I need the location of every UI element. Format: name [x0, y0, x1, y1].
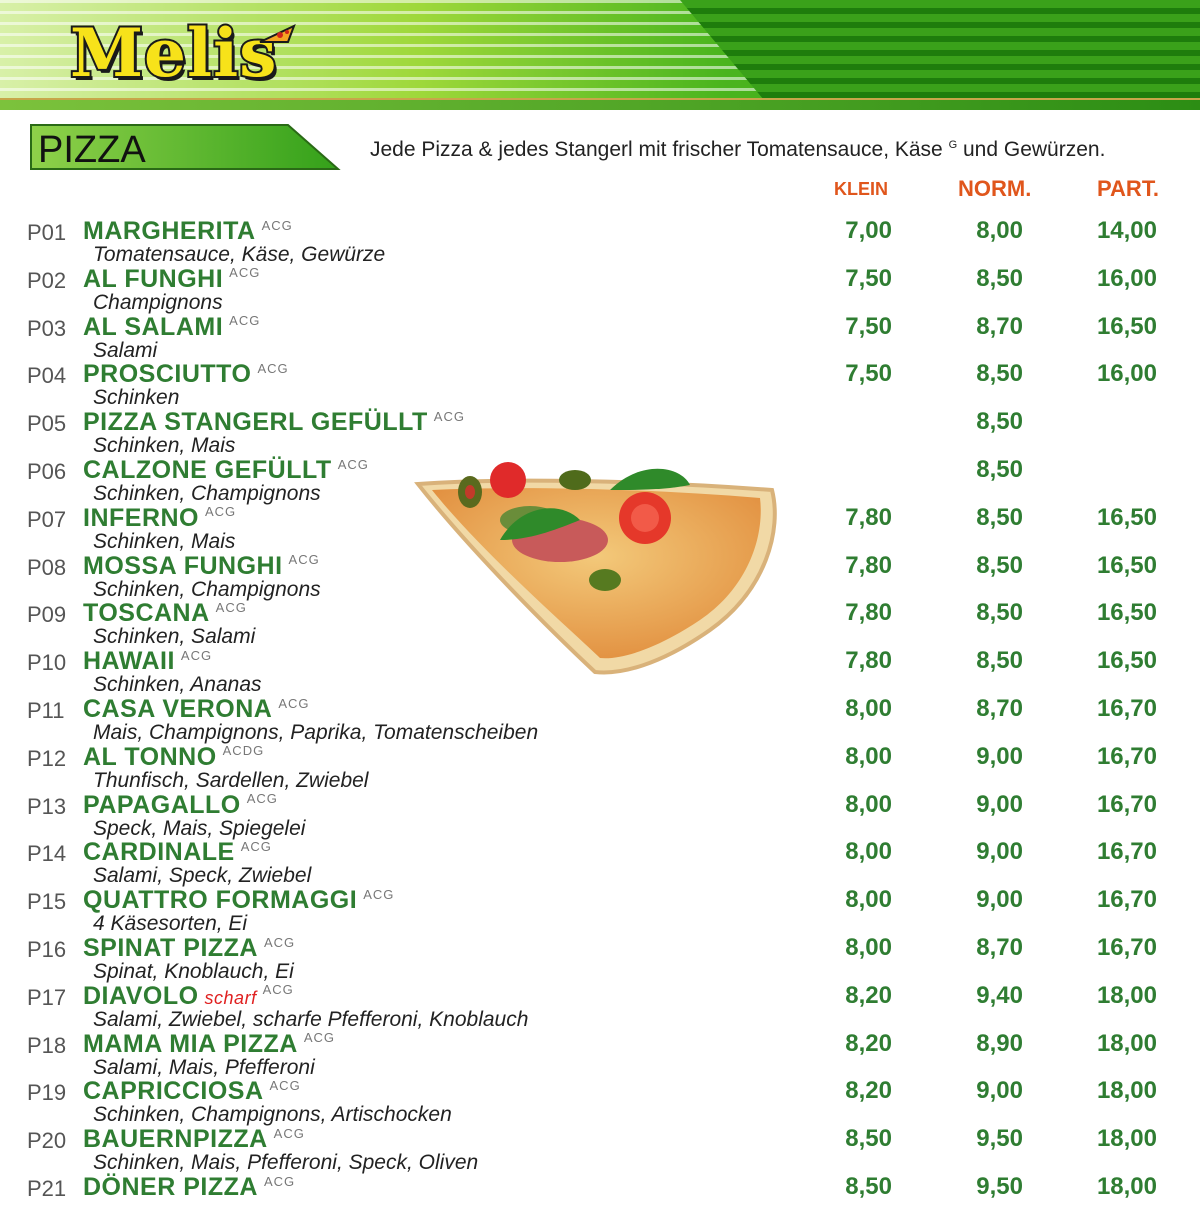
item-name: [83, 1125, 305, 1154]
item-number: P04: [27, 363, 67, 389]
price-norm: 8,50: [976, 360, 1023, 388]
item-name: [83, 886, 394, 915]
menu-item-row: [0, 790, 1200, 842]
price-klein: 8,20: [845, 1077, 892, 1105]
menu-item-row: [0, 742, 1200, 794]
item-name: [83, 265, 260, 294]
item-name-text: MAMA MIA PIZZA: [83, 1029, 298, 1058]
item-number: P01: [27, 220, 67, 245]
item-number: P16: [27, 937, 67, 962]
item-description: Champignons: [93, 290, 223, 314]
price-part: 16,50: [1096, 312, 1157, 340]
item-name-text: AL SALAMI: [83, 312, 224, 341]
logo: Melis: [70, 14, 278, 92]
item-allergen-codes: ACG: [215, 600, 247, 616]
item-number: P05: [27, 411, 67, 437]
price-norm: 8,50: [976, 264, 1023, 292]
item-name: [83, 982, 294, 1011]
item-name-text: MOSSA FUNGHI: [83, 551, 283, 580]
item-name: [83, 838, 272, 867]
menu-item-row: [0, 360, 1200, 411]
price-norm: 8,70: [976, 934, 1023, 961]
item-description: Mais, Champignons, Paprika, Tomatenscheiben: [93, 721, 539, 744]
pizza-slice-photo: [410, 460, 785, 685]
item-number: P12: [27, 745, 67, 771]
price-norm: 9,00: [976, 790, 1023, 818]
price-part: 16,70: [1096, 886, 1157, 914]
item-number: P19: [27, 1080, 67, 1106]
price-norm: 8,50: [976, 551, 1023, 579]
price-norm: 8,70: [976, 695, 1023, 722]
price-klein: 7,80: [845, 599, 892, 627]
item-description: Schinken, Mais: [93, 529, 236, 553]
price-part: 16,70: [1096, 742, 1157, 770]
item-name: [83, 599, 247, 628]
intro-allergen: G: [948, 139, 958, 151]
item-allergen-codes: ACG: [433, 408, 465, 424]
price-norm: 9,00: [976, 886, 1023, 914]
item-description: Salami: [93, 338, 158, 362]
price-part: 18,00: [1096, 981, 1157, 1009]
item-name-text: PAPAGALLO: [83, 790, 241, 819]
header-divider: [0, 98, 1200, 110]
item-description: Schinken, Champignons, Artischocken: [93, 1103, 452, 1127]
menu-item-row: [0, 1029, 1200, 1081]
item-number: P13: [27, 793, 67, 819]
menu-item-row: [0, 1173, 1200, 1224]
item-allergen-codes: ACG: [240, 839, 272, 855]
price-part: 18,00: [1096, 1077, 1157, 1105]
price-part: 16,70: [1096, 838, 1157, 866]
menu-item-row: [0, 981, 1200, 1033]
price-norm: 9,50: [976, 1125, 1023, 1153]
price-norm: 8,00: [976, 217, 1023, 244]
item-allergen-codes: ACG: [278, 695, 310, 711]
item-allergen-codes: ACDG: [222, 743, 265, 759]
price-part: 18,00: [1096, 1029, 1157, 1057]
item-description: Schinken, Mais: [93, 434, 236, 458]
price-klein: 8,00: [845, 886, 892, 914]
item-name: [83, 360, 289, 389]
item-name: [83, 1030, 335, 1059]
price-part: 18,00: [1096, 1173, 1157, 1200]
price-klein: 7,50: [845, 312, 892, 340]
item-description: Schinken, Champignons: [93, 577, 321, 601]
price-klein: 7,80: [845, 551, 892, 579]
item-name: [83, 408, 465, 437]
price-klein: 7,00: [845, 217, 892, 244]
item-description: Schinken, Ananas: [93, 673, 262, 697]
menu-item-row: [0, 838, 1200, 889]
item-description: Salami, Mais, Pfefferoni: [93, 1055, 315, 1079]
item-allergen-codes: ACG: [261, 217, 293, 233]
item-number: P08: [27, 554, 67, 580]
item-name: [83, 504, 236, 533]
price-norm: 8,90: [976, 1029, 1023, 1057]
price-klein: 8,00: [845, 934, 892, 961]
item-description: Schinken, Champignons: [93, 482, 321, 505]
item-name-text: SPINAT PIZZA: [83, 934, 258, 962]
price-norm: 8,50: [976, 599, 1023, 627]
column-header-klein: KLEIN: [834, 179, 888, 199]
price-part: 14,00: [1096, 217, 1157, 244]
item-description: Schinken, Salami: [93, 625, 256, 649]
item-name: [83, 217, 293, 246]
menu-item-row: [0, 886, 1200, 937]
item-name: [83, 456, 369, 485]
item-name: [83, 1173, 295, 1202]
item-allergen-codes: ACG: [180, 647, 213, 663]
price-klein: 8,00: [845, 695, 892, 722]
item-name-text: DÖNER PIZZA: [83, 1173, 258, 1201]
price-klein: 8,50: [845, 1173, 892, 1200]
item-description: Spinat, Knoblauch, Ei: [93, 960, 294, 983]
intro-text-end: und Gewürzen.: [962, 138, 1106, 161]
intro-text: Jede Pizza & jedes Stangerl mit frischer Tomatensauce, Käse: [370, 138, 943, 161]
item-allergen-codes: ACG: [263, 934, 296, 950]
item-allergen-codes: ACG: [262, 982, 294, 998]
price-klein: 8,20: [845, 1029, 892, 1057]
item-name-text: HAWAII: [83, 647, 175, 676]
price-part: 18,00: [1096, 1125, 1157, 1153]
price-norm: 8,50: [976, 408, 1023, 436]
item-name-text: AL FUNGHI: [83, 264, 224, 293]
menu-item-row: [0, 217, 1200, 268]
menu-item-row: [0, 408, 1200, 459]
item-number: P20: [27, 1128, 67, 1154]
header-dark-stripes: [680, 0, 1200, 110]
item-number: P15: [27, 889, 67, 915]
price-norm: 9,50: [976, 1173, 1023, 1200]
price-part: 16,50: [1096, 503, 1157, 531]
item-name-text: INFERNO: [83, 503, 199, 532]
menu-item-row: [0, 695, 1200, 746]
price-norm: 8,50: [976, 456, 1023, 483]
item-name-text: AL TONNO: [83, 742, 217, 771]
price-klein: 8,00: [845, 742, 892, 770]
item-name-text: QUATTRO FORMAGGI: [83, 886, 358, 915]
price-part: 16,70: [1096, 790, 1157, 818]
price-norm: 9,40: [976, 981, 1023, 1009]
price-norm: 9,00: [976, 1077, 1023, 1105]
item-number: P09: [27, 602, 67, 628]
item-name: [83, 743, 264, 772]
item-description: Schinken, Mais, Pfefferoni, Speck, Oliven: [93, 1151, 479, 1175]
item-name-text: MARGHERITA: [83, 217, 256, 245]
item-spicy-label: scharf: [204, 987, 257, 1008]
price-norm: 9,00: [976, 838, 1023, 866]
item-description: Thunfisch, Sardellen, Zwiebel: [93, 768, 369, 792]
item-name-text: PROSCIUTTO: [83, 360, 252, 389]
category-intro: [370, 138, 1105, 162]
item-description: Speck, Mais, Spiegelei: [93, 816, 306, 840]
item-number: P06: [27, 459, 67, 484]
item-name-text: CARDINALE: [83, 838, 235, 867]
item-allergen-codes: ACG: [303, 1030, 336, 1046]
item-number: P02: [27, 267, 67, 293]
item-description: 4 Käsesorten, Ei: [93, 912, 248, 936]
item-allergen-codes: ACG: [205, 504, 237, 520]
item-number: P17: [27, 984, 67, 1010]
item-allergen-codes: ACG: [269, 1078, 301, 1094]
item-name: [83, 791, 278, 820]
item-number: P14: [27, 841, 67, 867]
item-number: P11: [27, 698, 65, 723]
item-name: [83, 695, 310, 724]
price-part: 16,00: [1096, 360, 1157, 388]
item-allergen-codes: ACG: [229, 313, 261, 329]
menu-item-row: [0, 1125, 1200, 1176]
price-norm: 8,50: [976, 647, 1023, 675]
item-name-text: BAUERNPIZZA: [83, 1125, 268, 1154]
item-number: P03: [27, 315, 67, 341]
item-description: Schinken: [93, 386, 180, 410]
price-klein: 8,00: [845, 838, 892, 866]
menu-item-row: [0, 934, 1200, 985]
item-name-text: TOSCANA: [83, 599, 210, 628]
item-allergen-codes: ACG: [363, 886, 395, 902]
item-description: Salami, Speck, Zwiebel: [93, 864, 312, 888]
header-banner: [0, 0, 1200, 110]
item-allergen-codes: ACG: [337, 456, 369, 472]
item-number: P18: [27, 1032, 67, 1058]
pizza-slice-icon: [258, 22, 296, 44]
item-description: Salami, Zwiebel, scharfe Pfefferoni, Knoblauch: [93, 1007, 529, 1031]
item-name-text: CAPRICCIOSA: [83, 1077, 264, 1106]
price-norm: 8,50: [976, 503, 1023, 531]
item-name-text: PIZZA STANGERL GEFÜLLT: [83, 408, 428, 437]
menu-item-row: [0, 312, 1200, 364]
price-norm: 9,00: [976, 742, 1023, 770]
price-norm: 8,70: [976, 312, 1023, 340]
item-name: [83, 647, 212, 676]
item-description: Tomatensauce, Käse, Gewürze: [93, 243, 386, 266]
item-number: P10: [27, 650, 67, 676]
item-allergen-codes: ACG: [273, 1125, 305, 1141]
price-klein: 7,50: [845, 264, 892, 292]
price-part: 16,50: [1096, 599, 1157, 627]
price-klein: 8,20: [845, 981, 892, 1009]
item-allergen-codes: ACG: [257, 361, 289, 377]
item-allergen-codes: ACG: [229, 265, 261, 281]
category-title: PIZZA: [38, 129, 146, 171]
item-name-text: CALZONE GEFÜLLT: [83, 456, 332, 484]
price-klein: 8,50: [845, 1125, 892, 1153]
price-part: 16,00: [1096, 264, 1157, 292]
menu-item-row: [0, 1077, 1200, 1128]
item-allergen-codes: ACG: [246, 791, 278, 807]
item-allergen-codes: ACG: [263, 1173, 296, 1189]
price-klein: 8,00: [845, 790, 892, 818]
price-part: 16,70: [1096, 934, 1157, 961]
price-klein: 7,80: [845, 647, 892, 675]
item-number: P07: [27, 506, 67, 532]
item-name: [83, 313, 260, 342]
item-allergen-codes: ACG: [288, 552, 320, 568]
item-name: [83, 552, 320, 581]
price-klein: 7,50: [845, 360, 892, 388]
item-name-text: CASA VERONA: [83, 695, 273, 723]
price-klein: 7,80: [845, 503, 892, 531]
item-number: P21: [27, 1176, 67, 1201]
price-part: 16,50: [1096, 551, 1157, 579]
column-header-norm: NORM.: [958, 176, 1032, 201]
item-name: [83, 1077, 301, 1106]
column-header-part: PART.: [1097, 176, 1159, 201]
item-name: [83, 934, 295, 963]
menu-item-row: [0, 264, 1200, 316]
item-name-text: DIAVOLO: [83, 981, 199, 1010]
price-part: 16,70: [1096, 695, 1157, 722]
price-part: 16,50: [1096, 647, 1157, 675]
